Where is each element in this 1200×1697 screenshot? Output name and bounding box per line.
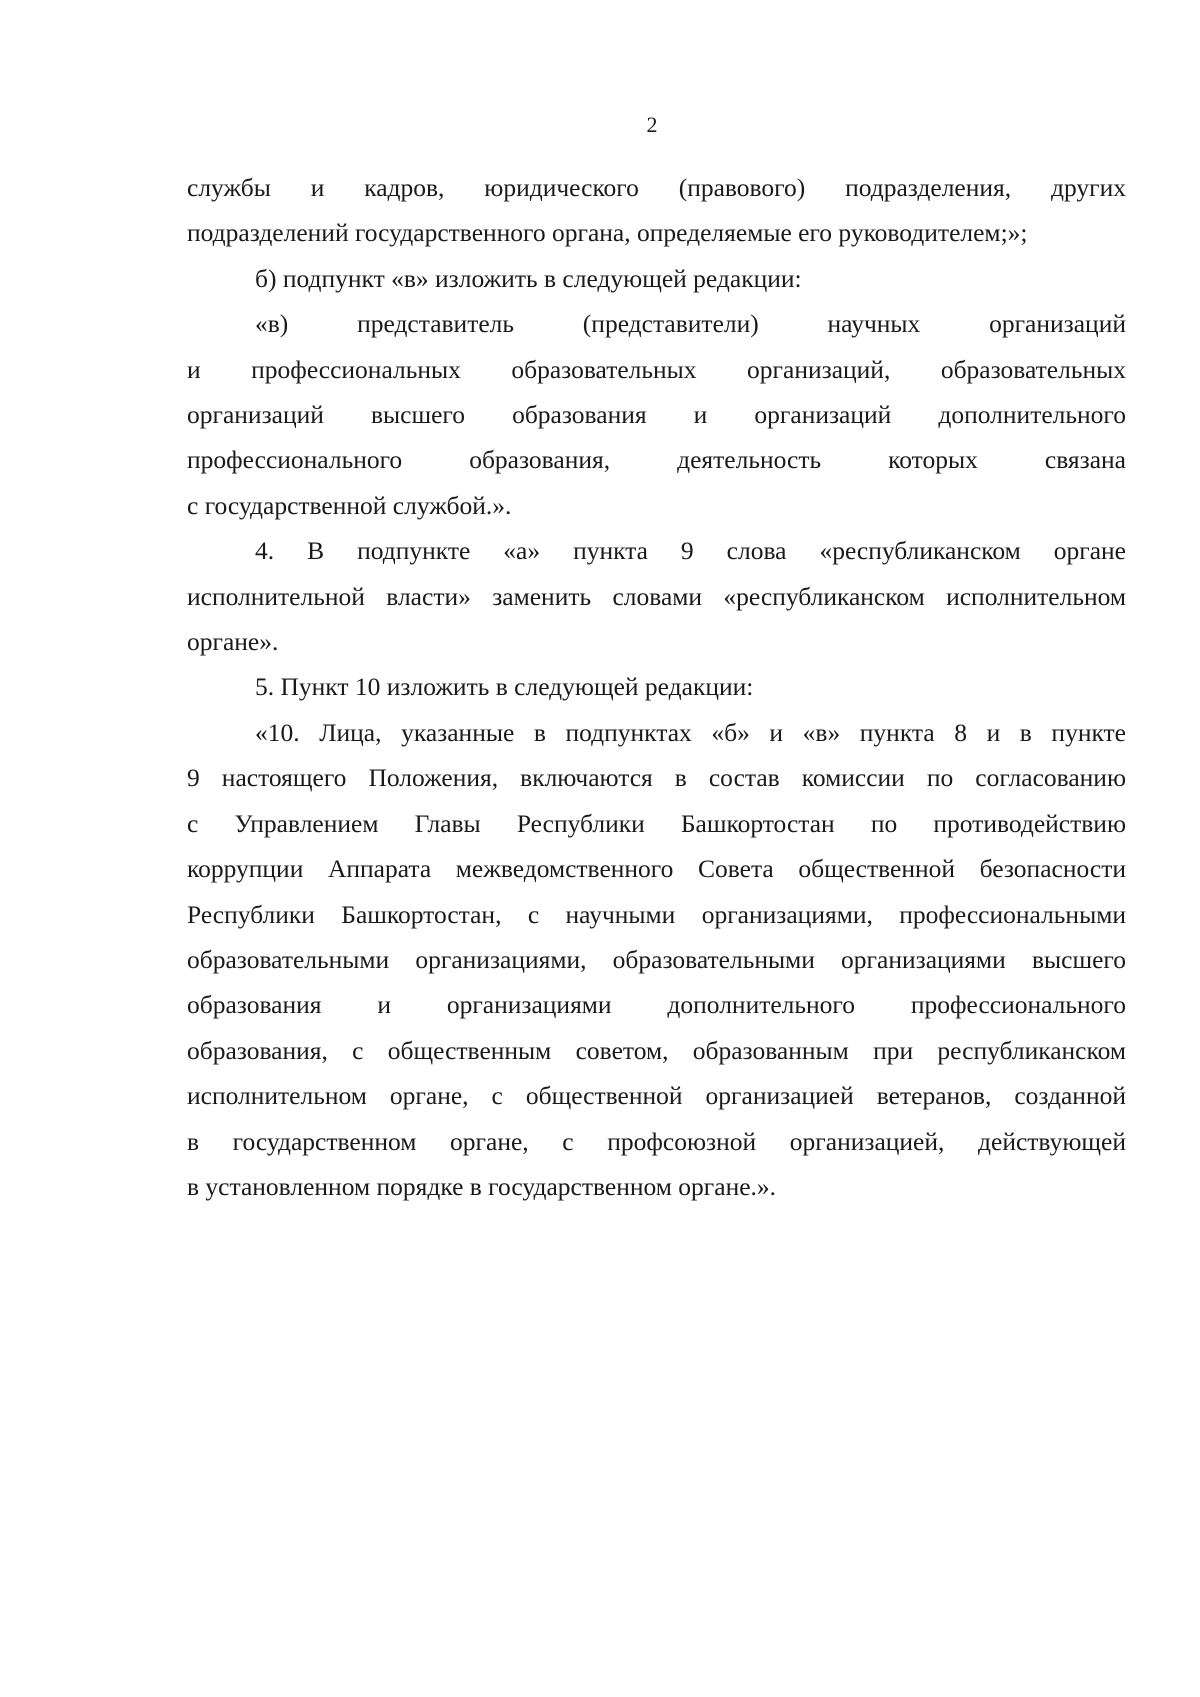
text-line: 5. Пункт 10 изложить в следующей редакции: bbox=[255, 672, 754, 702]
text-line: образования, с общественным советом, образованным при республиканском bbox=[187, 1035, 1126, 1065]
text-line: «10. Лица, указанные в подпунктах «б» и «в» пункта 8 и в пункте bbox=[255, 717, 1126, 747]
text-line: образовательными организациями, образовательными организациями высшего bbox=[187, 944, 1126, 974]
page-number: 2 bbox=[646, 112, 658, 137]
text-line: органе». bbox=[187, 627, 279, 657]
text-line: в установленном порядке в государственном органе.». bbox=[187, 1171, 777, 1201]
text-line: подразделений государственного органа, определяемые его руководителем;»; bbox=[187, 218, 1028, 248]
text-line: службы и кадров, юридического (правового) подразделения, других bbox=[187, 173, 1126, 202]
text-line: с государственной службой.». bbox=[187, 490, 512, 520]
text-line: б) подпункт «в» изложить в следующей редакции: bbox=[255, 263, 802, 293]
text-line: организаций высшего образования и организаций дополнительного bbox=[187, 400, 1126, 430]
text-line: коррупции Аппарата межведомственного Совета общественной безопасности bbox=[187, 854, 1126, 884]
text-line: профессионального образования, деятельность которых связана bbox=[187, 445, 1126, 475]
text-line: 9 настоящего Положения, включаются в состав комиссии по согласованию bbox=[187, 763, 1126, 793]
text-line: образования и организациями дополнительного профессионального bbox=[187, 990, 1126, 1020]
text-line: и профессиональных образовательных организаций, образовательных bbox=[187, 354, 1126, 384]
text-line: «в) представитель (представители) научных организаций bbox=[255, 309, 1126, 339]
text-line: в государственном органе, с профсоюзной организацией, действующей bbox=[187, 1126, 1126, 1156]
text-line: исполнительном органе, с общественной организацией ветеранов, созданной bbox=[187, 1081, 1126, 1111]
text-line: Республики Башкортостан, с научными организациями, профессиональными bbox=[187, 899, 1126, 929]
text-line: исполнительной власти» заменить словами «республиканском исполнительном bbox=[187, 581, 1126, 611]
document-body bbox=[187, 165, 1126, 1209]
text-line: 4. В подпункте «а» пункта 9 слова «республиканском органе bbox=[255, 536, 1126, 566]
text-line: с Управлением Главы Республики Башкортостан по противодействию bbox=[187, 808, 1126, 838]
